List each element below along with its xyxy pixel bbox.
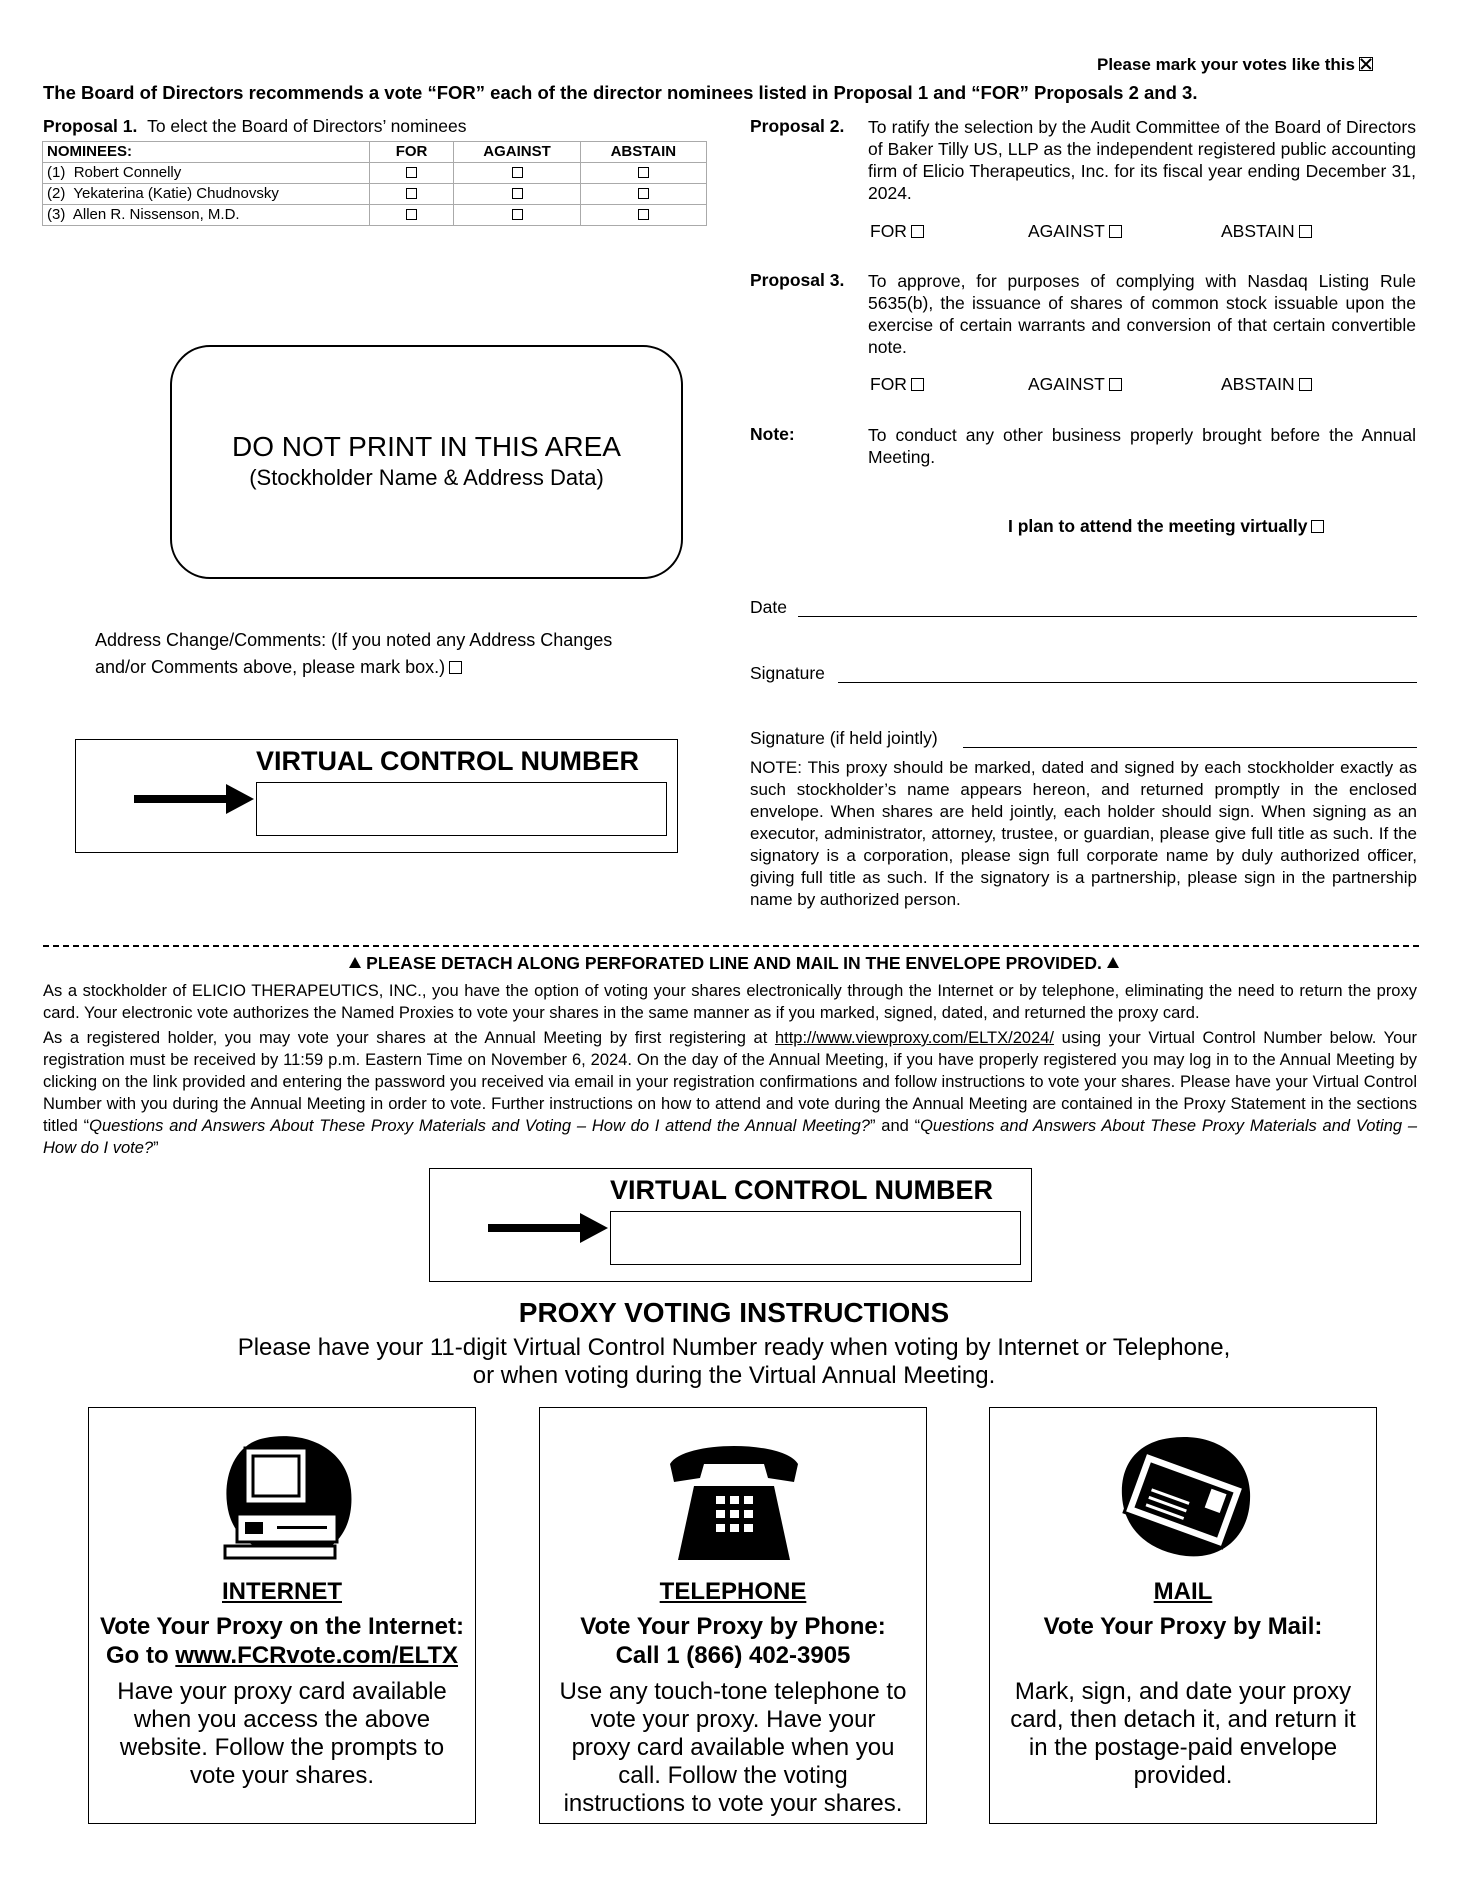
triangle-up-icon (1107, 957, 1119, 968)
triangle-up-icon (349, 957, 361, 968)
vcn-box-2 (429, 1168, 1032, 1282)
internet-body: Have your proxy card available when you access the above website. Follow the prompts to vote your shares. (117, 1678, 447, 1789)
nominee-name: Yekaterina (Katie) Chudnovsky (73, 185, 279, 202)
address-area-title: DO NOT PRINT IN THIS AREA (232, 431, 621, 462)
vcn-input[interactable] (256, 782, 667, 836)
checkbox-icon[interactable] (1299, 225, 1312, 238)
vote-abstain-checkbox[interactable] (580, 205, 706, 226)
perforated-line (43, 945, 1419, 947)
nominees-table (42, 141, 707, 226)
joint-signature-line[interactable] (963, 747, 1417, 748)
mail-heading: MAIL (1153, 1578, 1213, 1605)
table-row (43, 163, 707, 184)
address-area-subtitle: (Stockholder Name & Address Data) (249, 465, 604, 490)
checkbox-icon[interactable] (911, 225, 924, 238)
mark-votes-legend (1097, 55, 1373, 75)
telephone-subheading: Vote Your Proxy by Phone: Call 1 (866) 402-3905 (580, 1613, 886, 1669)
checkbox-icon[interactable] (1311, 520, 1324, 533)
arrow-right-icon (134, 784, 254, 814)
arrow-right-icon (488, 1213, 608, 1243)
vote-against-checkbox[interactable] (454, 205, 580, 226)
mark-votes-text: Please mark your votes like this (1097, 55, 1355, 74)
col-against: AGAINST (454, 142, 580, 163)
mail-body: Mark, sign, and date your proxy card, then detach it, and return it in the postage-paid envelope provided. (1010, 1678, 1356, 1789)
proposal3-against[interactable]: AGAINST (1028, 374, 1122, 395)
stockholder-paragraph2: As a registered holder, you may vote your shares at the Annual Meeting by first registering at http://www.viewproxy.com/ELTX/2024/ using your Virtual Control Number below. Your registration must be received by 11:59 p.m. Eastern Time on November 6, 2024. On the day of the Annual Meeting, if you have properly registered you may log in to the Annual Meeting by clicking on the link provided and entering the password you received via email in your registration confirmations and follow instructions to vote your shares. Please have your Virtual Control Number with you during the Annual Meeting in order to vote. Further instructions on how to attend and vote during the Annual Meeting are contained in the Proxy Statement in the sections titled “Questions and Answers About These Proxy Materials and Voting – How do I attend the Annual Meeting?” and “Questions and Answers About These Proxy Materials and Voting – How do I vote?” (43, 1029, 1418, 1157)
address-change-line2: and/or Comments above, please mark box.) (95, 657, 446, 677)
vote-for-checkbox[interactable] (369, 184, 454, 205)
fcrvote-link[interactable]: www.FCRvote.com/ELTX (175, 1642, 459, 1669)
vote-for-checkbox[interactable] (369, 163, 454, 184)
signature-label: Signature (750, 663, 825, 683)
vcn-title: VIRTUAL CONTROL NUMBER (256, 746, 639, 776)
signature-line[interactable] (838, 682, 1417, 683)
date-label: Date (750, 597, 787, 617)
nominee-cell: (3) Allen R. Nissenson, M.D. (43, 205, 370, 226)
vcn-input[interactable] (610, 1211, 1021, 1265)
nominee-name: Robert Connelly (73, 164, 182, 181)
table-row (43, 184, 707, 205)
checkbox-icon[interactable] (1109, 378, 1122, 391)
detach-text: PLEASE DETACH ALONG PERFORATED LINE AND MAIL IN THE ENVELOPE PROVIDED. (366, 953, 1102, 973)
vote-against-checkbox[interactable] (454, 163, 580, 184)
envelope-icon (1114, 1430, 1254, 1565)
col-for: FOR (369, 142, 454, 163)
internet-heading: INTERNET (222, 1578, 342, 1605)
address-area (170, 345, 683, 579)
col-abstain: ABSTAIN (580, 142, 706, 163)
proposal1-label: Proposal 1. (43, 116, 138, 136)
joint-signature-label: Signature (if held jointly) (750, 728, 938, 748)
vote-against-checkbox[interactable] (454, 184, 580, 205)
vcn-title: VIRTUAL CONTROL NUMBER (610, 1175, 993, 1205)
detach-instruction (0, 953, 1468, 974)
checked-box-icon (1359, 57, 1373, 71)
address-change-checkbox[interactable] (449, 661, 462, 674)
telephone-method (539, 1407, 927, 1824)
checkbox-icon[interactable] (911, 378, 924, 391)
nominees-table-header (43, 142, 707, 163)
vote-abstain-checkbox[interactable] (580, 163, 706, 184)
date-line[interactable] (798, 616, 1417, 617)
table-row (43, 205, 707, 226)
note-text: To conduct any other business properly brought before the Annual Meeting. (868, 425, 1416, 467)
nominee-cell: (1) Robert Connelly (43, 163, 370, 184)
vcn-box (75, 739, 678, 853)
proposal3-label: Proposal 3. (750, 270, 845, 290)
telephone-icon (664, 1434, 804, 1564)
board-recommendation: The Board of Directors recommends a vote “FOR” each of the director nominees listed in Proposal 1 and “FOR” Proposals 2 and 3. (43, 82, 1198, 103)
internet-subheading: Vote Your Proxy on the Internet: Go to www.FCRvote.com/ELTX (99, 1613, 465, 1669)
instructions-text: Please have your 11-digit Virtual Control Number ready when voting by Internet or Telephone, or when voting during the Virtual Annual Meeting. (237, 1334, 1231, 1389)
telephone-heading: TELEPHONE (659, 1578, 807, 1605)
proposal2-against[interactable]: AGAINST (1028, 221, 1122, 242)
col-nominees: NOMINEES: (43, 142, 370, 163)
signature-note: NOTE: This proxy should be marked, dated and signed by each stockholder exactly as such stockholder’s name appears hereon, and returned promptly in the enclosed envelope. When shares are held jointly, each holder should sign. When signing as an executor, administrator, attorney, trustee, or guardian, please give full title as such. If the signatory is a corporation, please sign full corporate name by duly authorized officer, giving full title as such. If the signatory is a partnership, please sign in the partnership name by authorized person. (750, 758, 1417, 909)
proposal3-text: To approve, for purposes of complying with Nasdaq Listing Rule 5635(b), the issuance of shares of common stock issuable upon the exercise of certain warrants and conversion of that certain convertible note. (868, 271, 1416, 357)
note-label: Note: (750, 424, 795, 444)
instructions-title: PROXY VOTING INSTRUCTIONS (518, 1297, 950, 1328)
proposal1-heading (43, 116, 466, 137)
attend-virtually[interactable]: I plan to attend the meeting virtually (1008, 516, 1324, 537)
address-change (95, 627, 612, 681)
internet-method (88, 1407, 476, 1824)
mail-subheading: Vote Your Proxy by Mail: (1043, 1613, 1323, 1640)
proposal2-abstain[interactable]: ABSTAIN (1221, 221, 1312, 242)
checkbox-icon[interactable] (1109, 225, 1122, 238)
vote-abstain-checkbox[interactable] (580, 184, 706, 205)
proposal3-abstain[interactable]: ABSTAIN (1221, 374, 1312, 395)
proposal2-text: To ratify the selection by the Audit Committee of the Board of Directors of Baker Tilly US, LLP as the independent registered public accounting firm of Elicio Therapeutics, Inc. for its fiscal year ending December 31, 2024. (868, 117, 1416, 203)
telephone-body: Use any touch-tone telephone to vote your proxy. Have your proxy card available when you call. Follow the voting instructions to vote your shares. (559, 1678, 907, 1817)
proposal2-for[interactable]: FOR (870, 221, 924, 242)
checkbox-icon[interactable] (1299, 378, 1312, 391)
address-change-line1: Address Change/Comments: (If you noted any Address Changes (95, 630, 613, 650)
proposal1-text: To elect the Board of Directors’ nominees (147, 116, 467, 136)
proposal3-for[interactable]: FOR (870, 374, 924, 395)
mail-method (989, 1407, 1377, 1824)
computer-icon (215, 1430, 355, 1565)
nominee-cell: (2) Yekaterina (Katie) Chudnovsky (43, 184, 370, 205)
stockholder-paragraph1: As a stockholder of ELICIO THERAPEUTICS, INC., you have the option of voting your shares electronically through the Internet or by telephone, eliminating the need to return the proxy card. Your electronic vote authorizes the Named Proxies to vote your shares in the same manner as if you marked, signed, dated, and returned the proxy card. (43, 982, 1417, 1022)
nominee-name: Allen R. Nissenson, M.D. (72, 206, 240, 223)
vote-for-checkbox[interactable] (369, 205, 454, 226)
proposal2-label: Proposal 2. (750, 116, 845, 136)
viewproxy-link[interactable]: http://www.viewproxy.com/ELTX/2024/ (774, 1029, 1055, 1047)
